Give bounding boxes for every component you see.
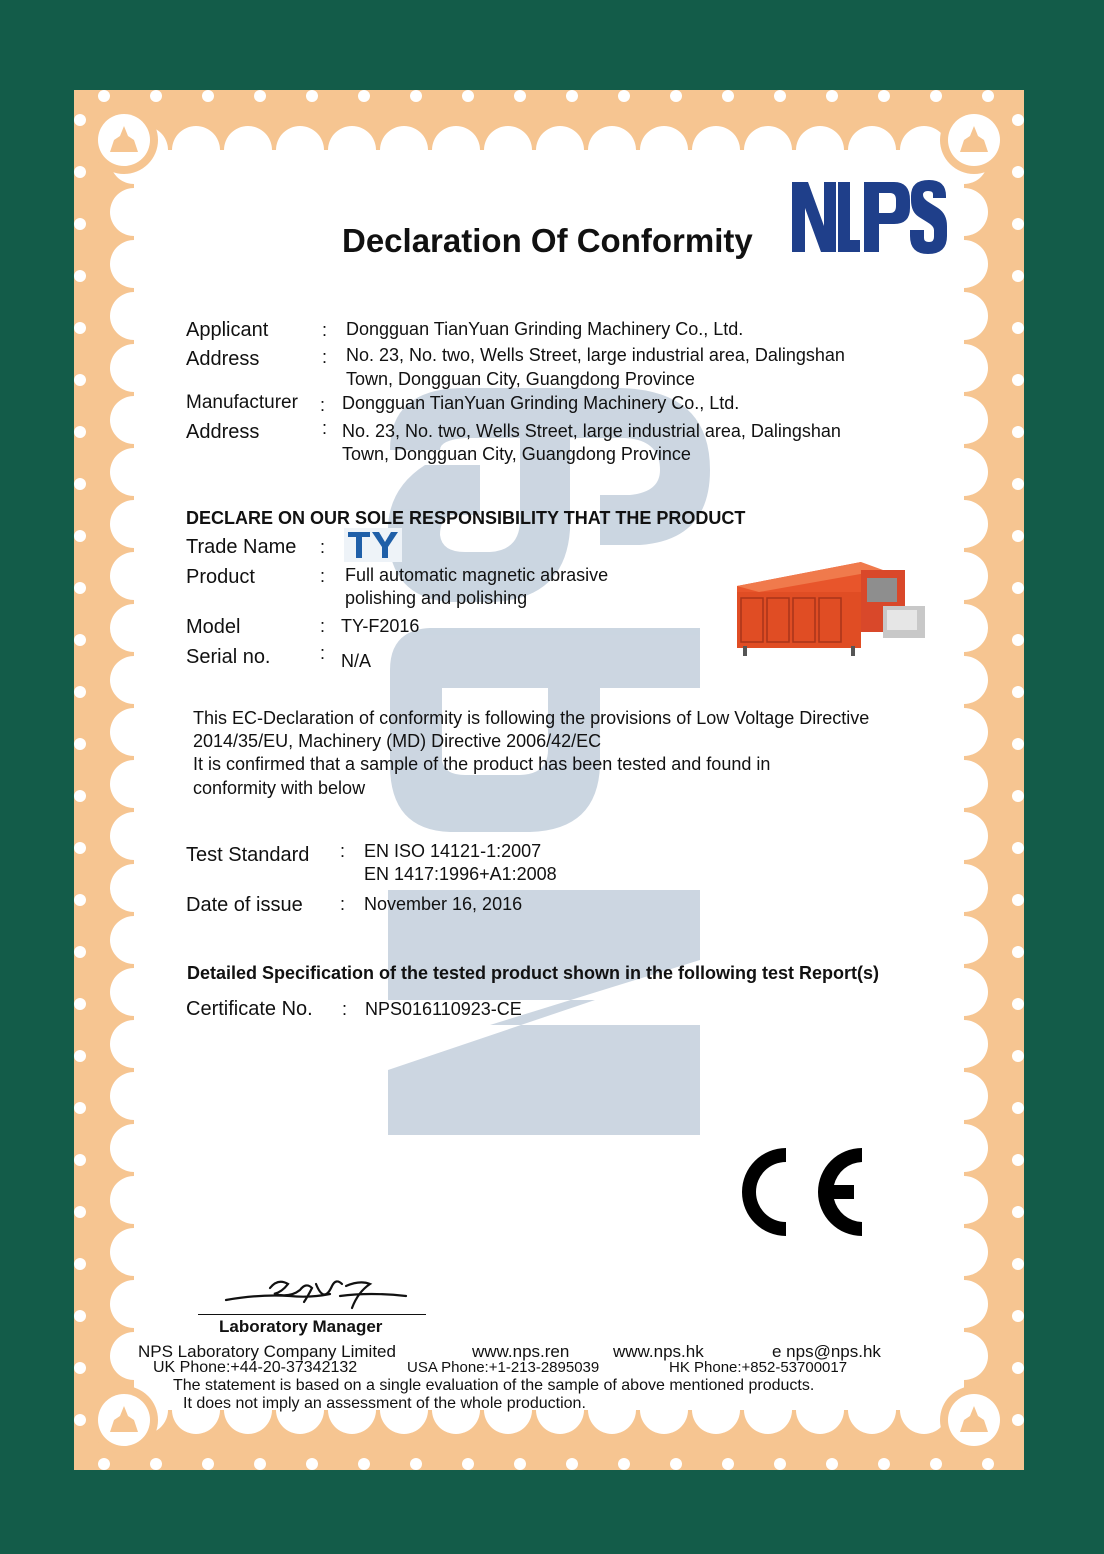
border-dot xyxy=(1012,738,1024,750)
detail-heading: Detailed Specification of the tested product shown in the following test Report(s) xyxy=(187,963,880,983)
border-dot xyxy=(74,114,86,126)
border-dot xyxy=(1012,1206,1024,1218)
border-dot xyxy=(1012,842,1024,854)
border-dot xyxy=(74,1362,86,1374)
border-dot xyxy=(1012,998,1024,1010)
border-dot xyxy=(1012,790,1024,802)
border-dot xyxy=(74,530,86,542)
separator-colon: : xyxy=(320,395,326,415)
separator-colon: : xyxy=(320,537,326,557)
border-scallop xyxy=(328,126,376,174)
statement-line4: conformity with below xyxy=(193,778,366,798)
separator-colon: : xyxy=(322,418,328,438)
border-scallop xyxy=(110,812,158,860)
border-scallop xyxy=(940,344,988,392)
product-machine-image xyxy=(733,556,927,660)
border-dot xyxy=(930,1458,942,1470)
declare-heading: DECLARE ON OUR SOLE RESPONSIBILITY THAT THE PRODUCT xyxy=(186,508,746,528)
separator-colon: : xyxy=(320,616,326,636)
certificate-value: NPS016110923-CE xyxy=(365,999,522,1019)
border-dot xyxy=(1012,1310,1024,1322)
border-scallop xyxy=(110,292,158,340)
border-scallop xyxy=(110,1124,158,1172)
nps-logo xyxy=(790,178,948,258)
border-dot xyxy=(1012,1102,1024,1114)
border-scallop xyxy=(110,344,158,392)
border-dot xyxy=(1012,530,1024,542)
border-dot xyxy=(618,1458,630,1470)
border-dot xyxy=(462,1458,474,1470)
separator-colon: : xyxy=(342,999,348,1019)
date-of-issue-label: Date of issue xyxy=(186,894,303,916)
signature-title: Laboratory Manager xyxy=(219,1317,383,1336)
border-scallop xyxy=(940,1124,988,1172)
border-dot xyxy=(514,1458,526,1470)
border-scallop xyxy=(110,1176,158,1224)
border-scallop xyxy=(432,126,480,174)
border-scallop xyxy=(640,126,688,174)
border-dot xyxy=(1012,946,1024,958)
border-scallop xyxy=(848,1386,896,1434)
border-dot xyxy=(74,894,86,906)
border-dot xyxy=(1012,1154,1024,1166)
border-dot xyxy=(1012,1050,1024,1062)
border-dot xyxy=(1012,166,1024,178)
border-dot xyxy=(306,90,318,102)
border-scallop xyxy=(276,126,324,174)
border-scallop xyxy=(110,1020,158,1068)
border-dot xyxy=(1012,894,1024,906)
border-dot xyxy=(358,1458,370,1470)
border-scallop xyxy=(848,126,896,174)
separator-colon: : xyxy=(320,566,326,586)
border-dot xyxy=(878,90,890,102)
border-dot xyxy=(982,90,994,102)
border-dot xyxy=(74,738,86,750)
border-scallop xyxy=(692,126,740,174)
separator-colon: : xyxy=(322,347,328,367)
border-dot xyxy=(1012,426,1024,438)
border-scallop xyxy=(744,126,792,174)
border-dot xyxy=(306,1458,318,1470)
separator-colon: : xyxy=(322,320,328,340)
border-scallop xyxy=(940,292,988,340)
border-scallop xyxy=(110,552,158,600)
border-dot xyxy=(74,686,86,698)
footer-email[interactable]: e nps@nps.hk xyxy=(772,1342,881,1361)
test-standard-line2: EN 1417:1996+A1:2008 xyxy=(364,864,557,884)
border-scallop xyxy=(940,656,988,704)
border-dot xyxy=(254,90,266,102)
border-scallop xyxy=(940,812,988,860)
test-standard-line1: EN ISO 14121-1:2007 xyxy=(364,841,542,861)
border-dot xyxy=(826,1458,838,1470)
footer-web-link-1[interactable]: www.nps.ren xyxy=(472,1342,570,1361)
border-dot xyxy=(774,90,786,102)
footer-uk-phone: UK Phone:+44-20-37342132 xyxy=(153,1359,358,1376)
border-dot xyxy=(150,90,162,102)
border-scallop xyxy=(940,916,988,964)
border-scallop xyxy=(172,126,220,174)
border-scallop xyxy=(536,126,584,174)
border-dot xyxy=(930,90,942,102)
manager-signature xyxy=(220,1274,420,1314)
border-scallop xyxy=(796,126,844,174)
border-scallop xyxy=(380,126,428,174)
separator-colon: : xyxy=(340,841,346,861)
border-scallop xyxy=(940,604,988,652)
date-of-issue-value: November 16, 2016 xyxy=(364,894,523,914)
trade-name-label: Trade Name xyxy=(186,536,297,558)
border-dot xyxy=(566,1458,578,1470)
statement-line2: 2014/35/EU, Machinery (MD) Directive 2006/42/EC xyxy=(193,731,602,751)
border-dot xyxy=(74,946,86,958)
border-dot xyxy=(74,426,86,438)
border-dot xyxy=(462,90,474,102)
footer-note-line2: It does not imply an assessment of the whole production. xyxy=(183,1395,586,1412)
border-scallop xyxy=(110,240,158,288)
product-line2: polishing and polishing xyxy=(345,588,528,608)
border-scallop xyxy=(940,760,988,808)
border-scallop xyxy=(940,500,988,548)
border-scallop xyxy=(110,396,158,444)
test-standard-label: Test Standard xyxy=(186,844,310,866)
model-label: Model xyxy=(186,616,241,638)
manufacturer-address-line2: Town, Dongguan City, Guangdong Province xyxy=(342,444,691,464)
footer-note-line1: The statement is based on a single evaluation of the sample of above mentioned products. xyxy=(173,1377,815,1394)
border-scallop xyxy=(110,916,158,964)
border-dot xyxy=(1012,1414,1024,1426)
border-dot xyxy=(74,842,86,854)
border-dot xyxy=(74,790,86,802)
product-label: Product xyxy=(186,566,255,588)
border-dot xyxy=(150,1458,162,1470)
border-dot xyxy=(1012,270,1024,282)
border-dot xyxy=(1012,1362,1024,1374)
border-scallop xyxy=(940,1332,988,1380)
border-dot xyxy=(74,1414,86,1426)
border-dot xyxy=(670,1458,682,1470)
border-scallop xyxy=(110,1280,158,1328)
applicant-address-line2: Town, Dongguan City, Guangdong Province xyxy=(346,369,695,389)
border-scallop xyxy=(940,1020,988,1068)
statement-line3: It is confirmed that a sample of the product has been tested and found in xyxy=(193,754,771,774)
border-scallop xyxy=(224,126,272,174)
border-dot xyxy=(618,90,630,102)
border-dot xyxy=(410,1458,422,1470)
border-scallop xyxy=(110,656,158,704)
border-dot xyxy=(74,478,86,490)
border-scallop xyxy=(484,126,532,174)
footer-hk-phone: HK Phone:+852-53700017 xyxy=(669,1359,848,1376)
border-dot xyxy=(410,90,422,102)
manufacturer-label: Manufacturer xyxy=(186,392,298,413)
serial-label: Serial no. xyxy=(186,646,271,668)
footer-usa-phone: USA Phone:+1-213-2895039 xyxy=(407,1359,600,1376)
border-scallop xyxy=(110,448,158,496)
certificate-label: Certificate No. xyxy=(186,998,313,1020)
border-dot xyxy=(74,1206,86,1218)
border-scallop xyxy=(940,1228,988,1276)
serial-value: N/A xyxy=(341,651,372,671)
border-dot xyxy=(1012,322,1024,334)
border-dot xyxy=(74,998,86,1010)
border-dot xyxy=(74,1258,86,1270)
product-line1: Full automatic magnetic abrasive xyxy=(345,565,609,585)
border-dot xyxy=(74,634,86,646)
border-scallop xyxy=(940,448,988,496)
border-scallop xyxy=(940,1176,988,1224)
border-scallop xyxy=(940,864,988,912)
border-dot xyxy=(74,270,86,282)
border-scallop xyxy=(110,1228,158,1276)
border-scallop xyxy=(110,968,158,1016)
border-dot xyxy=(254,1458,266,1470)
manufacturer-value: Dongguan TianYuan Grinding Machinery Co., Ltd. xyxy=(342,393,740,413)
border-dot xyxy=(1012,478,1024,490)
border-dot xyxy=(1012,582,1024,594)
border-scallop xyxy=(940,968,988,1016)
model-value: TY-F2016 xyxy=(341,616,420,636)
border-dot xyxy=(74,1310,86,1322)
manufacturer-address-label: Address xyxy=(186,421,260,443)
border-dot xyxy=(202,90,214,102)
separator-colon: : xyxy=(320,643,326,663)
border-dot xyxy=(1012,686,1024,698)
border-scallop xyxy=(940,396,988,444)
border-dot xyxy=(74,218,86,230)
border-scallop xyxy=(588,126,636,174)
border-scallop xyxy=(110,864,158,912)
border-dot xyxy=(74,582,86,594)
border-scallop xyxy=(940,1280,988,1328)
border-dot xyxy=(74,322,86,334)
border-dot xyxy=(74,1050,86,1062)
border-dot xyxy=(722,1458,734,1470)
border-dot xyxy=(74,1154,86,1166)
border-dot xyxy=(722,90,734,102)
manufacturer-address-line1: No. 23, No. two, Wells Street, large industrial area, Dalingshan xyxy=(342,421,841,441)
border-dot xyxy=(358,90,370,102)
border-dot xyxy=(1012,218,1024,230)
ty-trade-logo xyxy=(344,528,402,562)
border-dot xyxy=(1012,634,1024,646)
border-dot xyxy=(514,90,526,102)
border-dot xyxy=(774,1458,786,1470)
border-dot xyxy=(74,374,86,386)
border-scallop xyxy=(940,552,988,600)
signature-line xyxy=(198,1314,426,1315)
border-dot xyxy=(826,90,838,102)
border-dot xyxy=(1012,1258,1024,1270)
applicant-label: Applicant xyxy=(186,319,269,341)
border-dot xyxy=(670,90,682,102)
applicant-address-label: Address xyxy=(186,348,260,370)
border-dot xyxy=(74,1102,86,1114)
border-dot xyxy=(1012,114,1024,126)
border-scallop xyxy=(110,188,158,236)
footer-company: NPS Laboratory Company Limited xyxy=(138,1342,396,1361)
separator-colon: : xyxy=(340,894,346,914)
footer-web-link-2[interactable]: www.nps.hk xyxy=(613,1342,704,1361)
border-scallop xyxy=(110,760,158,808)
ce-mark-icon xyxy=(728,1144,868,1240)
border-dot xyxy=(566,90,578,102)
applicant-value: Dongguan TianYuan Grinding Machinery Co., Ltd. xyxy=(346,319,744,339)
border-scallop xyxy=(940,1072,988,1120)
border-dot xyxy=(982,1458,994,1470)
applicant-address-line1: No. 23, No. two, Wells Street, large industrial area, Dalingshan xyxy=(346,345,845,365)
border-dot xyxy=(1012,374,1024,386)
border-scallop xyxy=(110,604,158,652)
border-scallop xyxy=(110,1072,158,1120)
border-scallop xyxy=(110,500,158,548)
border-dot xyxy=(74,166,86,178)
page-title: Declaration Of Conformity xyxy=(342,222,753,259)
border-dot xyxy=(878,1458,890,1470)
border-dot xyxy=(202,1458,214,1470)
border-dot xyxy=(98,1458,110,1470)
border-dot xyxy=(98,90,110,102)
statement-line1: This EC-Declaration of conformity is following the provisions of Low Voltage Directive xyxy=(193,708,870,728)
border-scallop xyxy=(940,708,988,756)
border-scallop xyxy=(110,708,158,756)
